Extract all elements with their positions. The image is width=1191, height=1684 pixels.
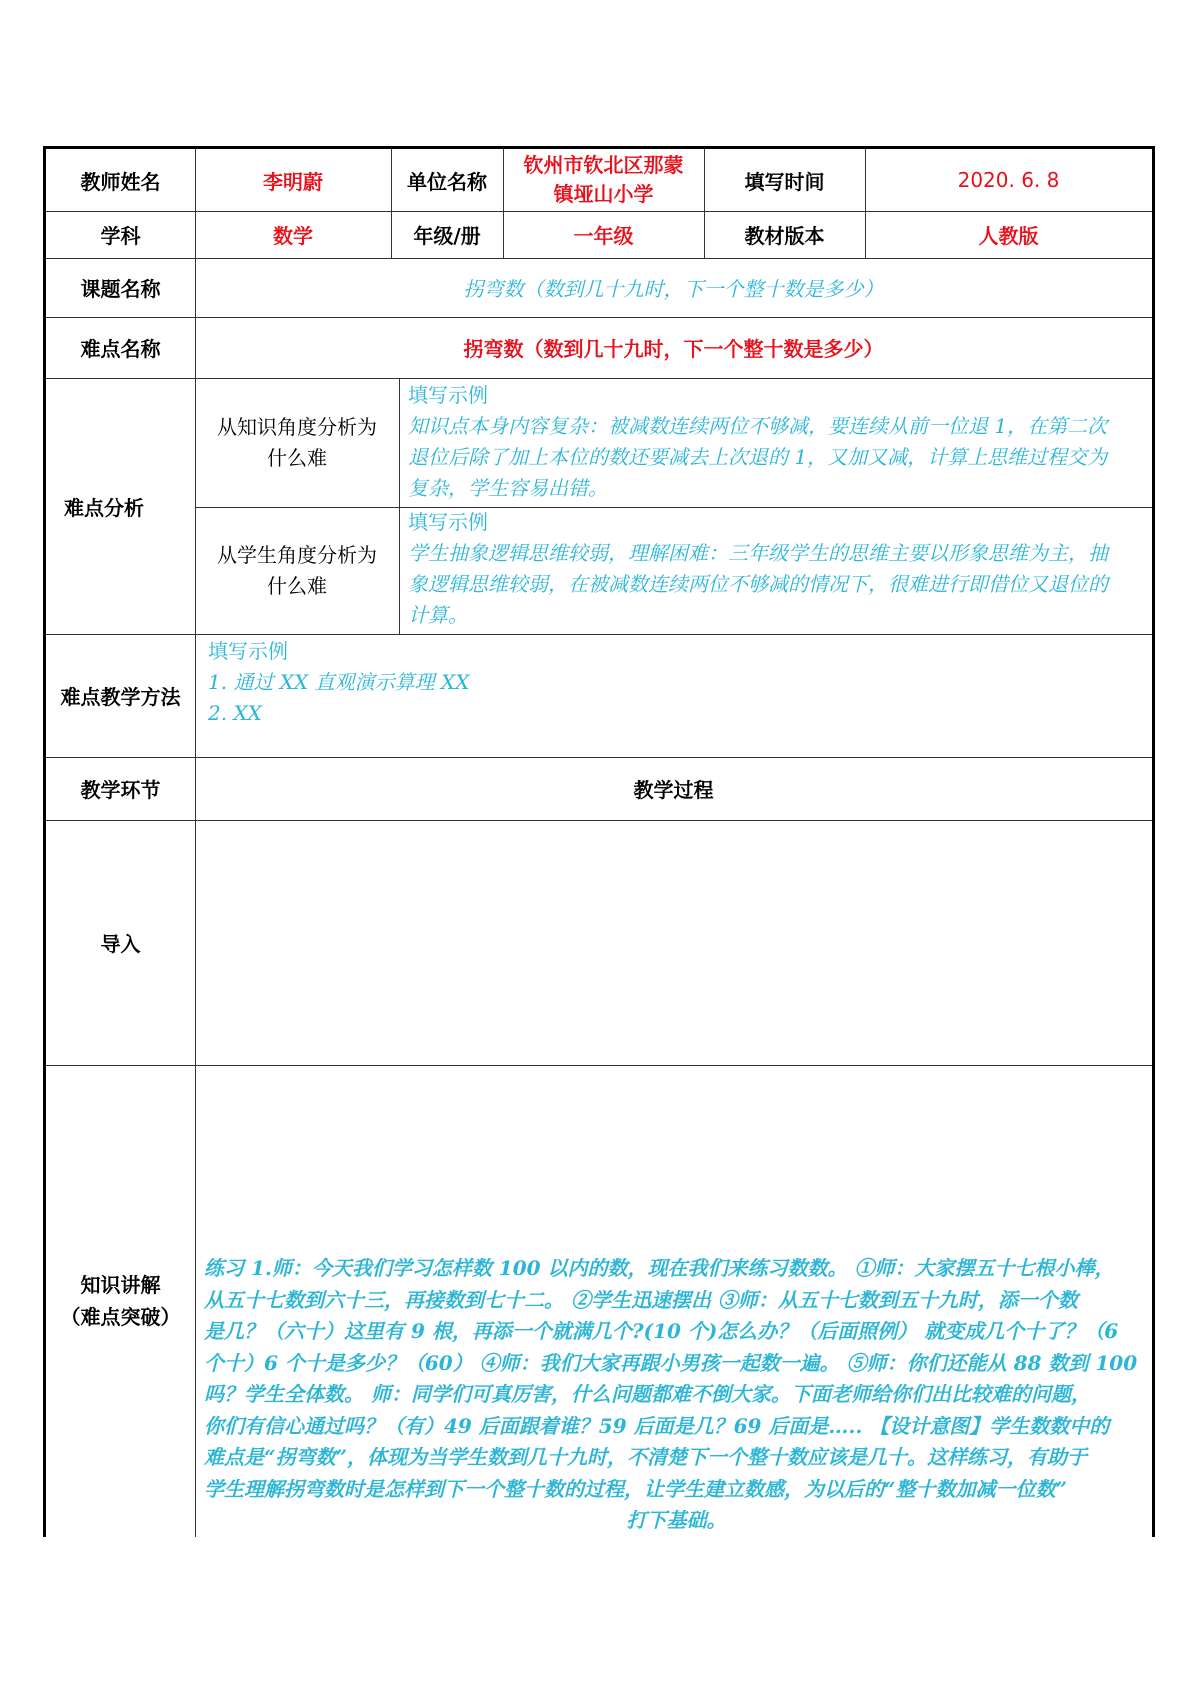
unit-name-line1: 钦州市钦北区那蒙 <box>523 153 684 177</box>
method-text <box>208 636 1148 729</box>
topic-value: 拐弯数（数到几十九时，下一个整十数是多少） <box>463 277 884 301</box>
knowledge-angle-label <box>195 378 399 507</box>
explain-line: 个十）6 个十是多少？（60） ④师：我们大家再跟小男孩一起数一遍。 ⑤师：你们还能从 88 数到 100 <box>204 1350 1138 1375</box>
knowledge-angle-line1: 从知识角度分析为 <box>217 414 377 439</box>
student-line: 学生抽象逻辑思维较弱，理解困难：三年级学生的思维主要以形象思维为主，抽 <box>408 541 1108 565</box>
topic-label: 课题名称 <box>80 277 161 301</box>
knowledge-line: 知识点本身内容复杂：被减数连续两位不够减，要连续从前一位退 1，在第二次 <box>408 414 1108 438</box>
student-angle-label <box>195 507 399 634</box>
teacher-name-label: 教师姓名 <box>80 169 161 194</box>
knowledge-line: 退位后除了加上本位的数还要减去上次退的 1，又加又减，计算上思维过程交为 <box>408 445 1108 469</box>
difficulty-label: 难点名称 <box>80 337 161 361</box>
fill-date-label: 填写时间 <box>744 169 825 194</box>
edition-label: 教材版本 <box>744 224 825 248</box>
student-angle-line2: 什么难 <box>267 573 327 598</box>
explain-label-line1: 知识讲解 <box>80 1273 161 1297</box>
lesson-plan-table <box>43 146 1155 1537</box>
intro-label: 导入 <box>100 932 141 956</box>
subject-value: 数学 <box>273 224 313 248</box>
edition-value: 人教版 <box>978 224 1039 248</box>
student-angle-line1: 从学生角度分析为 <box>217 542 377 567</box>
explain-line: 练习 1.师：今天我们学习怎样数 100 以内的数，现在我们来练习数数。 ①师：大家摆五十七根小棒， <box>204 1256 1115 1280</box>
subject-label: 学科 <box>100 224 141 248</box>
unit-name-label: 单位名称 <box>407 169 487 194</box>
grade-value: 一年级 <box>573 224 634 248</box>
student-analysis-text <box>408 507 1152 631</box>
method-item: 2. XX <box>208 701 262 725</box>
analysis-label: 难点分析 <box>64 495 144 520</box>
unit-name-value <box>503 149 704 211</box>
knowledge-analysis-text <box>408 380 1152 504</box>
explain-line: 从五十七数到六十三，再接数到七十二。 ②学生迅速摆出 ③师：从五十七数到五十九时，添一个数 <box>204 1287 1078 1312</box>
intro-content <box>195 820 1152 1065</box>
explain-label <box>46 1065 195 1537</box>
knowledge-line: 复杂，学生容易出错。 <box>408 476 608 500</box>
teaching-stage-header: 教学环节 <box>80 778 161 802</box>
explain-line: 难点是“拐弯数”，体现为当学生数到几十九时，不清楚下一个整十数应该是几十。这样练习，有助于 <box>204 1445 1088 1469</box>
explain-line: 吗？学生全体数。 师：同学们可真厉害，什么问题都难不倒大家。下面老师给你们出比较难的问题， <box>204 1382 1091 1406</box>
method-item: 1. 通过 XX 直观演示算理 XX <box>208 670 470 694</box>
method-label: 难点教学方法 <box>60 685 181 709</box>
explain-line: 是几？（六十）这里有 9 根，再添一个就满几个?(10 个)怎么办？（后面照例） 就变成几个十了？（6 <box>204 1319 1119 1343</box>
teacher-name-value: 李明蔚 <box>263 169 323 194</box>
method-example-label: 填写示例 <box>208 639 288 663</box>
explain-label-line2: （难点突破） <box>60 1305 181 1329</box>
explain-text <box>204 1253 1149 1537</box>
grade-label: 年级/册 <box>413 224 481 248</box>
explain-line: 学生理解拐弯数时是怎样到下一个整十数的过程，让学生建立数感，为以后的“整十数加减一位数” <box>204 1476 1068 1501</box>
fill-date-value: 2020. 6. 8 <box>957 168 1060 192</box>
teaching-process-header: 教学过程 <box>633 778 714 802</box>
unit-name-line2: 镇垭山小学 <box>553 182 654 206</box>
difficulty-value: 拐弯数（数到几十九时，下一个整十数是多少） <box>463 337 884 361</box>
explain-line: 打下基础。 <box>626 1508 727 1532</box>
student-example-label: 填写示例 <box>408 510 488 534</box>
student-line: 象逻辑思维较弱，在被减数连续两位不够减的情况下，很难进行即借位又退位的 <box>408 572 1108 596</box>
knowledge-example-label: 填写示例 <box>408 383 488 407</box>
explain-line: 你们有信心通过吗？（有）49 后面跟着谁？59 后面是几？69 后面是….. 【设计意图】学生数数中的 <box>204 1413 1110 1438</box>
student-line: 计算。 <box>408 603 468 627</box>
knowledge-angle-line2: 什么难 <box>267 445 327 470</box>
